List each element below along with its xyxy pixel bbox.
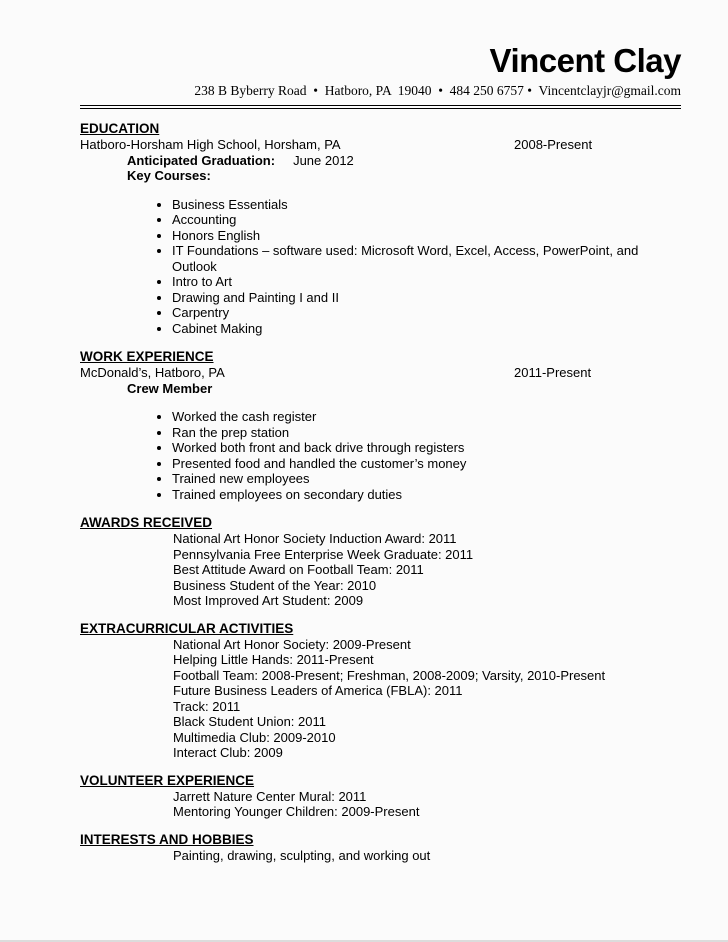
extracurricular-heading: EXTRACURRICULAR ACTIVITIES [80, 620, 294, 636]
graduation-line [127, 153, 681, 169]
course-item: • Honors English [172, 228, 681, 244]
employer-name: McDonald’s, Hatboro, PA [80, 365, 225, 380]
interests-heading: INTERESTS AND HOBBIES [80, 831, 254, 847]
course-item: • Intro to Art [172, 274, 681, 290]
graduation-label: Anticipated Graduation: [127, 152, 276, 168]
school-name: Hatboro-Horsham High School, Horsham, PA [80, 137, 341, 152]
activity-item: Future Business Leaders of America (FBLA): 2011 [173, 683, 463, 698]
work-dates: 2011-Present [514, 365, 592, 380]
course-item: • Accounting [172, 212, 681, 228]
volunteer-list [173, 789, 681, 820]
resume-header [80, 42, 681, 109]
activity-item: Football Team: 2008-Present; Freshman, 2008-2009; Varsity, 2010-Present [173, 667, 606, 683]
contact-line: 238 B Byberry Road • Hatboro, PA 19040 • 484 250 6757 • Vincentclayjr@gmail.com [194, 83, 681, 98]
award-item: Business Student of the Year: 2010 [173, 577, 377, 593]
activity-item: National Art Honor Society: 2009-Present [173, 636, 411, 652]
course-list [122, 197, 681, 337]
volunteer-heading: VOLUNTEER EXPERIENCE [80, 772, 255, 788]
education-heading: EDUCATION [80, 121, 160, 136]
activity-item: Multimedia Club: 2009-2010 [173, 729, 336, 745]
course-item: • Business Essentials [172, 197, 681, 213]
activity-list [173, 637, 681, 761]
course-item: • IT Foundations – software used: Microsoft Word, Excel, Access, PowerPoint, and Outlook [172, 243, 681, 274]
education-school-row [80, 137, 681, 153]
section-extracurricular [80, 621, 681, 761]
duty-item: • Worked the cash register [172, 409, 681, 425]
duty-item: • Presented food and handled the customer’s money [172, 456, 681, 472]
interest-list [173, 848, 681, 864]
section-volunteer [80, 773, 681, 820]
resume-name: Vincent Clay [489, 42, 681, 79]
course-item: • Drawing and Painting I and II [172, 290, 681, 306]
award-item: Pennsylvania Free Enterprise Week Graduate: 2011 [173, 546, 474, 562]
section-education [80, 121, 681, 336]
volunteer-item: Jarrett Nature Center Mural: 2011 [173, 788, 367, 804]
education-dates: 2008-Present [514, 137, 593, 152]
job-title: Crew Member [127, 380, 213, 396]
duty-item: • Ran the prep station [172, 425, 681, 441]
volunteer-item: Mentoring Younger Children: 2009-Present [173, 804, 420, 819]
award-list [173, 531, 681, 609]
activity-item: Interact Club: 2009 [173, 745, 283, 760]
section-awards [80, 515, 681, 609]
interest-item: Painting, drawing, sculpting, and working out [173, 847, 431, 863]
section-work-experience [80, 349, 681, 502]
award-item: Most Improved Art Student: 2009 [173, 593, 364, 608]
graduation-value: June 2012 [293, 152, 354, 168]
activity-item: Track: 2011 [173, 698, 241, 714]
work-heading: WORK EXPERIENCE [80, 349, 214, 364]
course-item: • Carpentry [172, 305, 681, 321]
activity-item: Helping Little Hands: 2011-Present [173, 652, 374, 667]
header-divider [80, 105, 681, 109]
duty-list [122, 409, 681, 502]
course-item: • Cabinet Making [172, 321, 681, 337]
employer-row [80, 365, 681, 381]
key-courses-label: Key Courses: [127, 168, 211, 183]
award-item: National Art Honor Society Induction Award: 2011 [173, 531, 457, 546]
duty-item: • Trained employees on secondary duties [172, 487, 681, 503]
duty-item: • Trained new employees [172, 471, 681, 487]
awards-heading: AWARDS RECEIVED [80, 515, 213, 530]
section-interests [80, 832, 681, 864]
duty-item: • Worked both front and back drive through registers [172, 440, 681, 456]
activity-item: Black Student Union: 2011 [173, 714, 326, 729]
award-item: Best Attitude Award on Football Team: 2011 [173, 562, 424, 577]
